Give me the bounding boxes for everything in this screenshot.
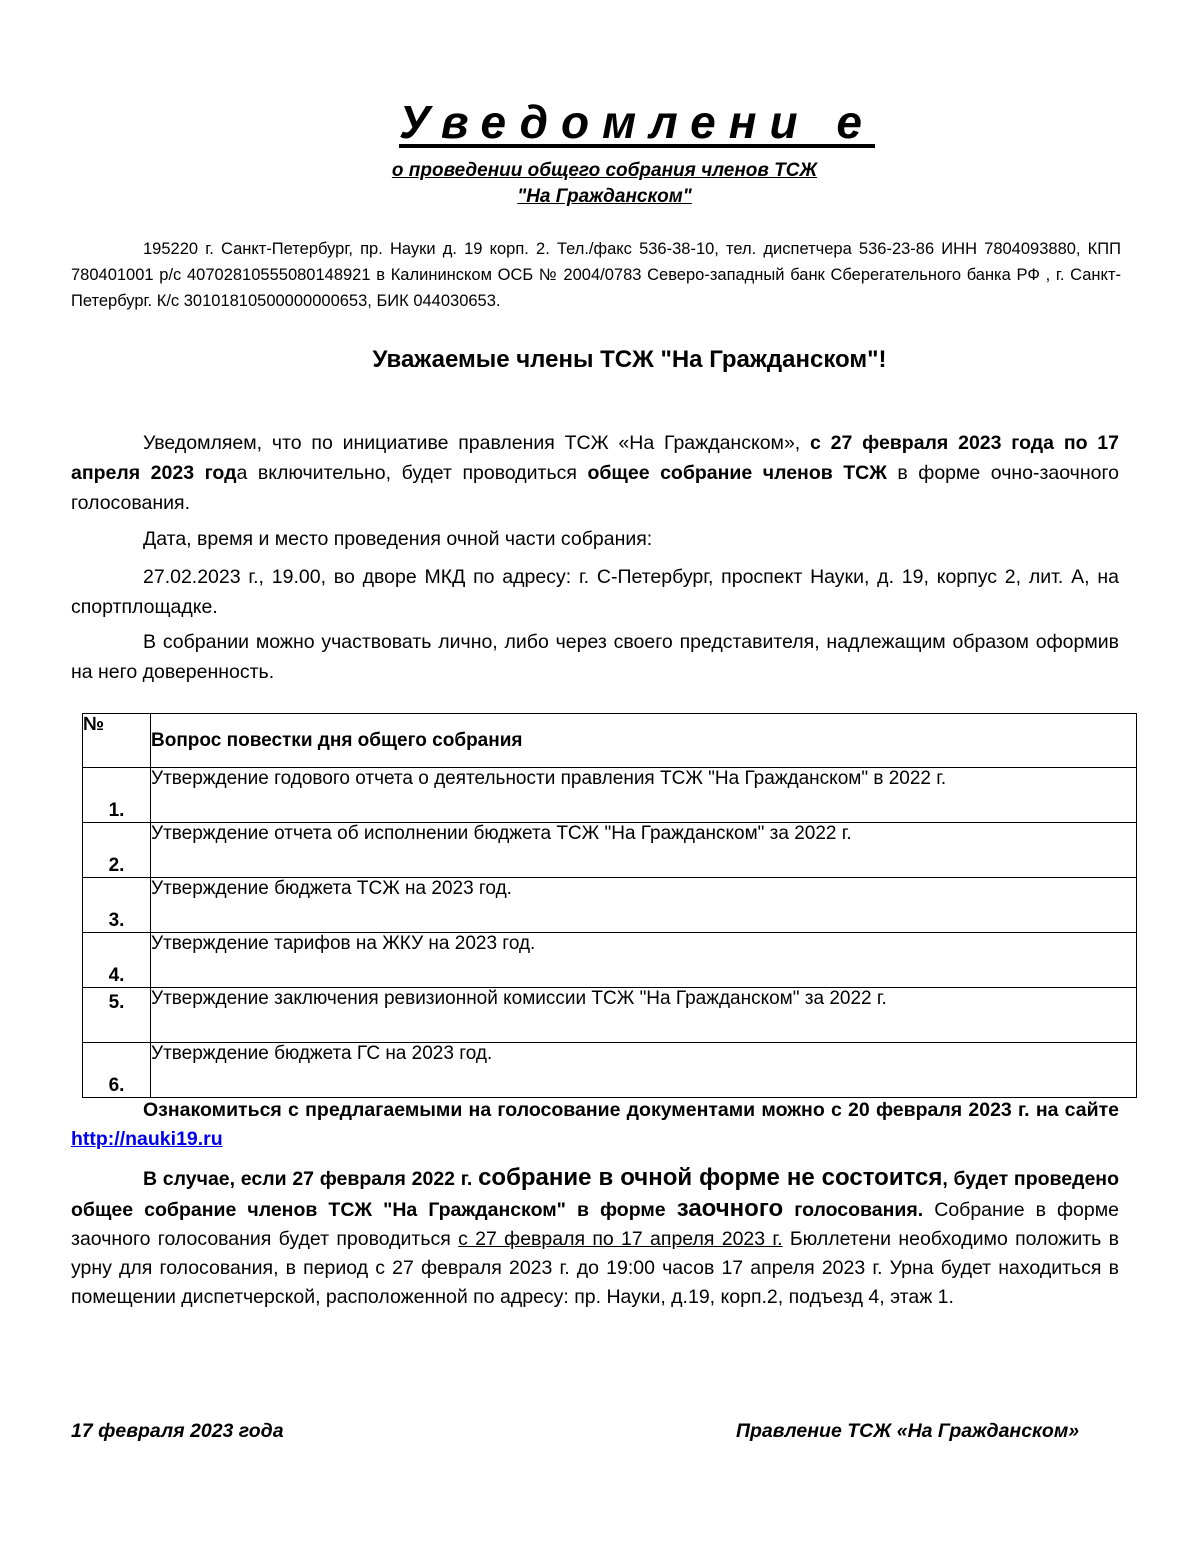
absentee-text-b: собрание в очной форме не состоится bbox=[478, 1164, 943, 1191]
agenda-row-number: 6. bbox=[83, 1043, 151, 1098]
agenda-table bbox=[82, 713, 1137, 1098]
absentee-text-d: заочного bbox=[676, 1195, 784, 1222]
absentee-text-f: Собрание в форме заочного голосования будет проводиться bbox=[71, 1199, 1119, 1250]
announcement-text-2: а включительно, будет проводиться bbox=[236, 462, 588, 484]
document-subtitle-line2: "На Гражданском" bbox=[517, 186, 692, 207]
agenda-row-number: 5. bbox=[83, 988, 151, 1043]
agenda-row bbox=[83, 823, 1137, 878]
announcement-period: с 27 февраля 2023 года по 17 апреля 2023 год bbox=[71, 432, 1119, 484]
announcement-meeting: общее собрание членов ТСЖ bbox=[587, 462, 887, 484]
paragraph-documents-info bbox=[71, 1096, 1119, 1154]
absentee-text-a: В случае, если 27 февраля 2022 г. bbox=[143, 1168, 479, 1190]
greeting-heading: Уважаемые члены ТСЖ "На Гражданском"! bbox=[372, 346, 887, 373]
paragraph-absentee-voting bbox=[71, 1163, 1119, 1312]
agenda-row-number: 3. bbox=[83, 878, 151, 933]
agenda-header-number: № bbox=[83, 714, 151, 768]
document-title: Уведомлени е bbox=[398, 96, 876, 148]
documents-info-text: Ознакомиться с предлагаемыми на голосование документами можно с 20 февраля 2023 г. на сайте bbox=[143, 1099, 1119, 1121]
agenda-row bbox=[83, 1043, 1137, 1098]
agenda-row-text: Утверждение тарифов на ЖКУ на 2023 год. bbox=[151, 933, 1137, 988]
agenda-row-text: Утверждение бюджета ГС на 2023 год. bbox=[151, 1043, 1137, 1098]
agenda-row-text: Утверждение заключения ревизионной комиссии ТСЖ "На Гражданском" за 2022 г. bbox=[151, 988, 1137, 1043]
paragraph-meeting-info-label: Дата, время и место проведения очной части собрания: bbox=[143, 528, 653, 550]
agenda-row bbox=[83, 768, 1137, 823]
agenda-row-number: 2. bbox=[83, 823, 151, 878]
announcement-text: Уведомляем, что по инициативе правления ТСЖ «На Гражданском», bbox=[143, 432, 801, 454]
agenda-row-text: Утверждение отчета об исполнении бюджета ТСЖ "На Гражданском" за 2022 г. bbox=[151, 823, 1137, 878]
absentee-period: с 27 февраля по 17 апреля 2023 г. bbox=[458, 1228, 783, 1250]
agenda-row-number: 4. bbox=[83, 933, 151, 988]
organization-requisites: 195220 г. Санкт-Петербург, пр. Науки д. 19 корп. 2. Тел./факс 536-38-10, тел. диспетчера 536-23-86 ИНН 7804093880, КПП 780401001 р/с 40702810555080148921 в Калининском ОСБ № 2004/0783 Северо-западный банк Сберегательного банка РФ , г. Санкт-Петербург. К/с 30101810500000000653, БИК 044030653. bbox=[71, 240, 1121, 310]
agenda-row-text: Утверждение годового отчета о деятельности правления ТСЖ "На Гражданском" в 2022 г. bbox=[151, 768, 1137, 823]
footer-signature: Правление ТСЖ «На Гражданском» bbox=[736, 1420, 1080, 1442]
absentee-text-e: голосования. bbox=[783, 1199, 924, 1221]
agenda-row-text: Утверждение бюджета ТСЖ на 2023 год. bbox=[151, 878, 1137, 933]
document-subtitle-line1: о проведении общего собрания членов ТСЖ bbox=[391, 160, 818, 181]
agenda-row bbox=[83, 988, 1137, 1043]
paragraph-announcement bbox=[71, 428, 1119, 518]
agenda-header-question: Вопрос повестки дня общего собрания bbox=[151, 714, 1137, 768]
absentee-text-c: , будет проведено общее собрание членов ТСЖ "На Гражданском" в форме bbox=[71, 1168, 1120, 1221]
paragraph-participation: В собрании можно участвовать лично, либо через своего представителя, надлежащим образом оформив на него доверенность. bbox=[71, 631, 1119, 683]
agenda-row-number: 1. bbox=[83, 768, 151, 823]
agenda-table-header bbox=[83, 714, 1137, 768]
footer-date: 17 февраля 2023 года bbox=[71, 1420, 284, 1442]
agenda-row bbox=[83, 878, 1137, 933]
site-link[interactable]: http://nauki19.ru bbox=[71, 1128, 223, 1150]
paragraph-meeting-place: 27.02.2023 г., 19.00, во дворе МКД по адресу: г. С-Петербург, проспект Науки, д. 19, корпус 2, лит. А, на спортплощадке. bbox=[71, 566, 1119, 618]
agenda-row bbox=[83, 933, 1137, 988]
absentee-text-h: Бюллетени необходимо положить в урну для голосования, в период с 27 февраля 2023 г. до 19:00 часов 17 апреля 2023 г. Урна будет находиться в помещении диспетчерской, расположенной по адресу: пр. Науки, д.19, корп.2, подъезд 4, этаж 1. bbox=[71, 1228, 1119, 1308]
announcement-text-3: в форме очно-заочного голосования. bbox=[71, 462, 1119, 514]
